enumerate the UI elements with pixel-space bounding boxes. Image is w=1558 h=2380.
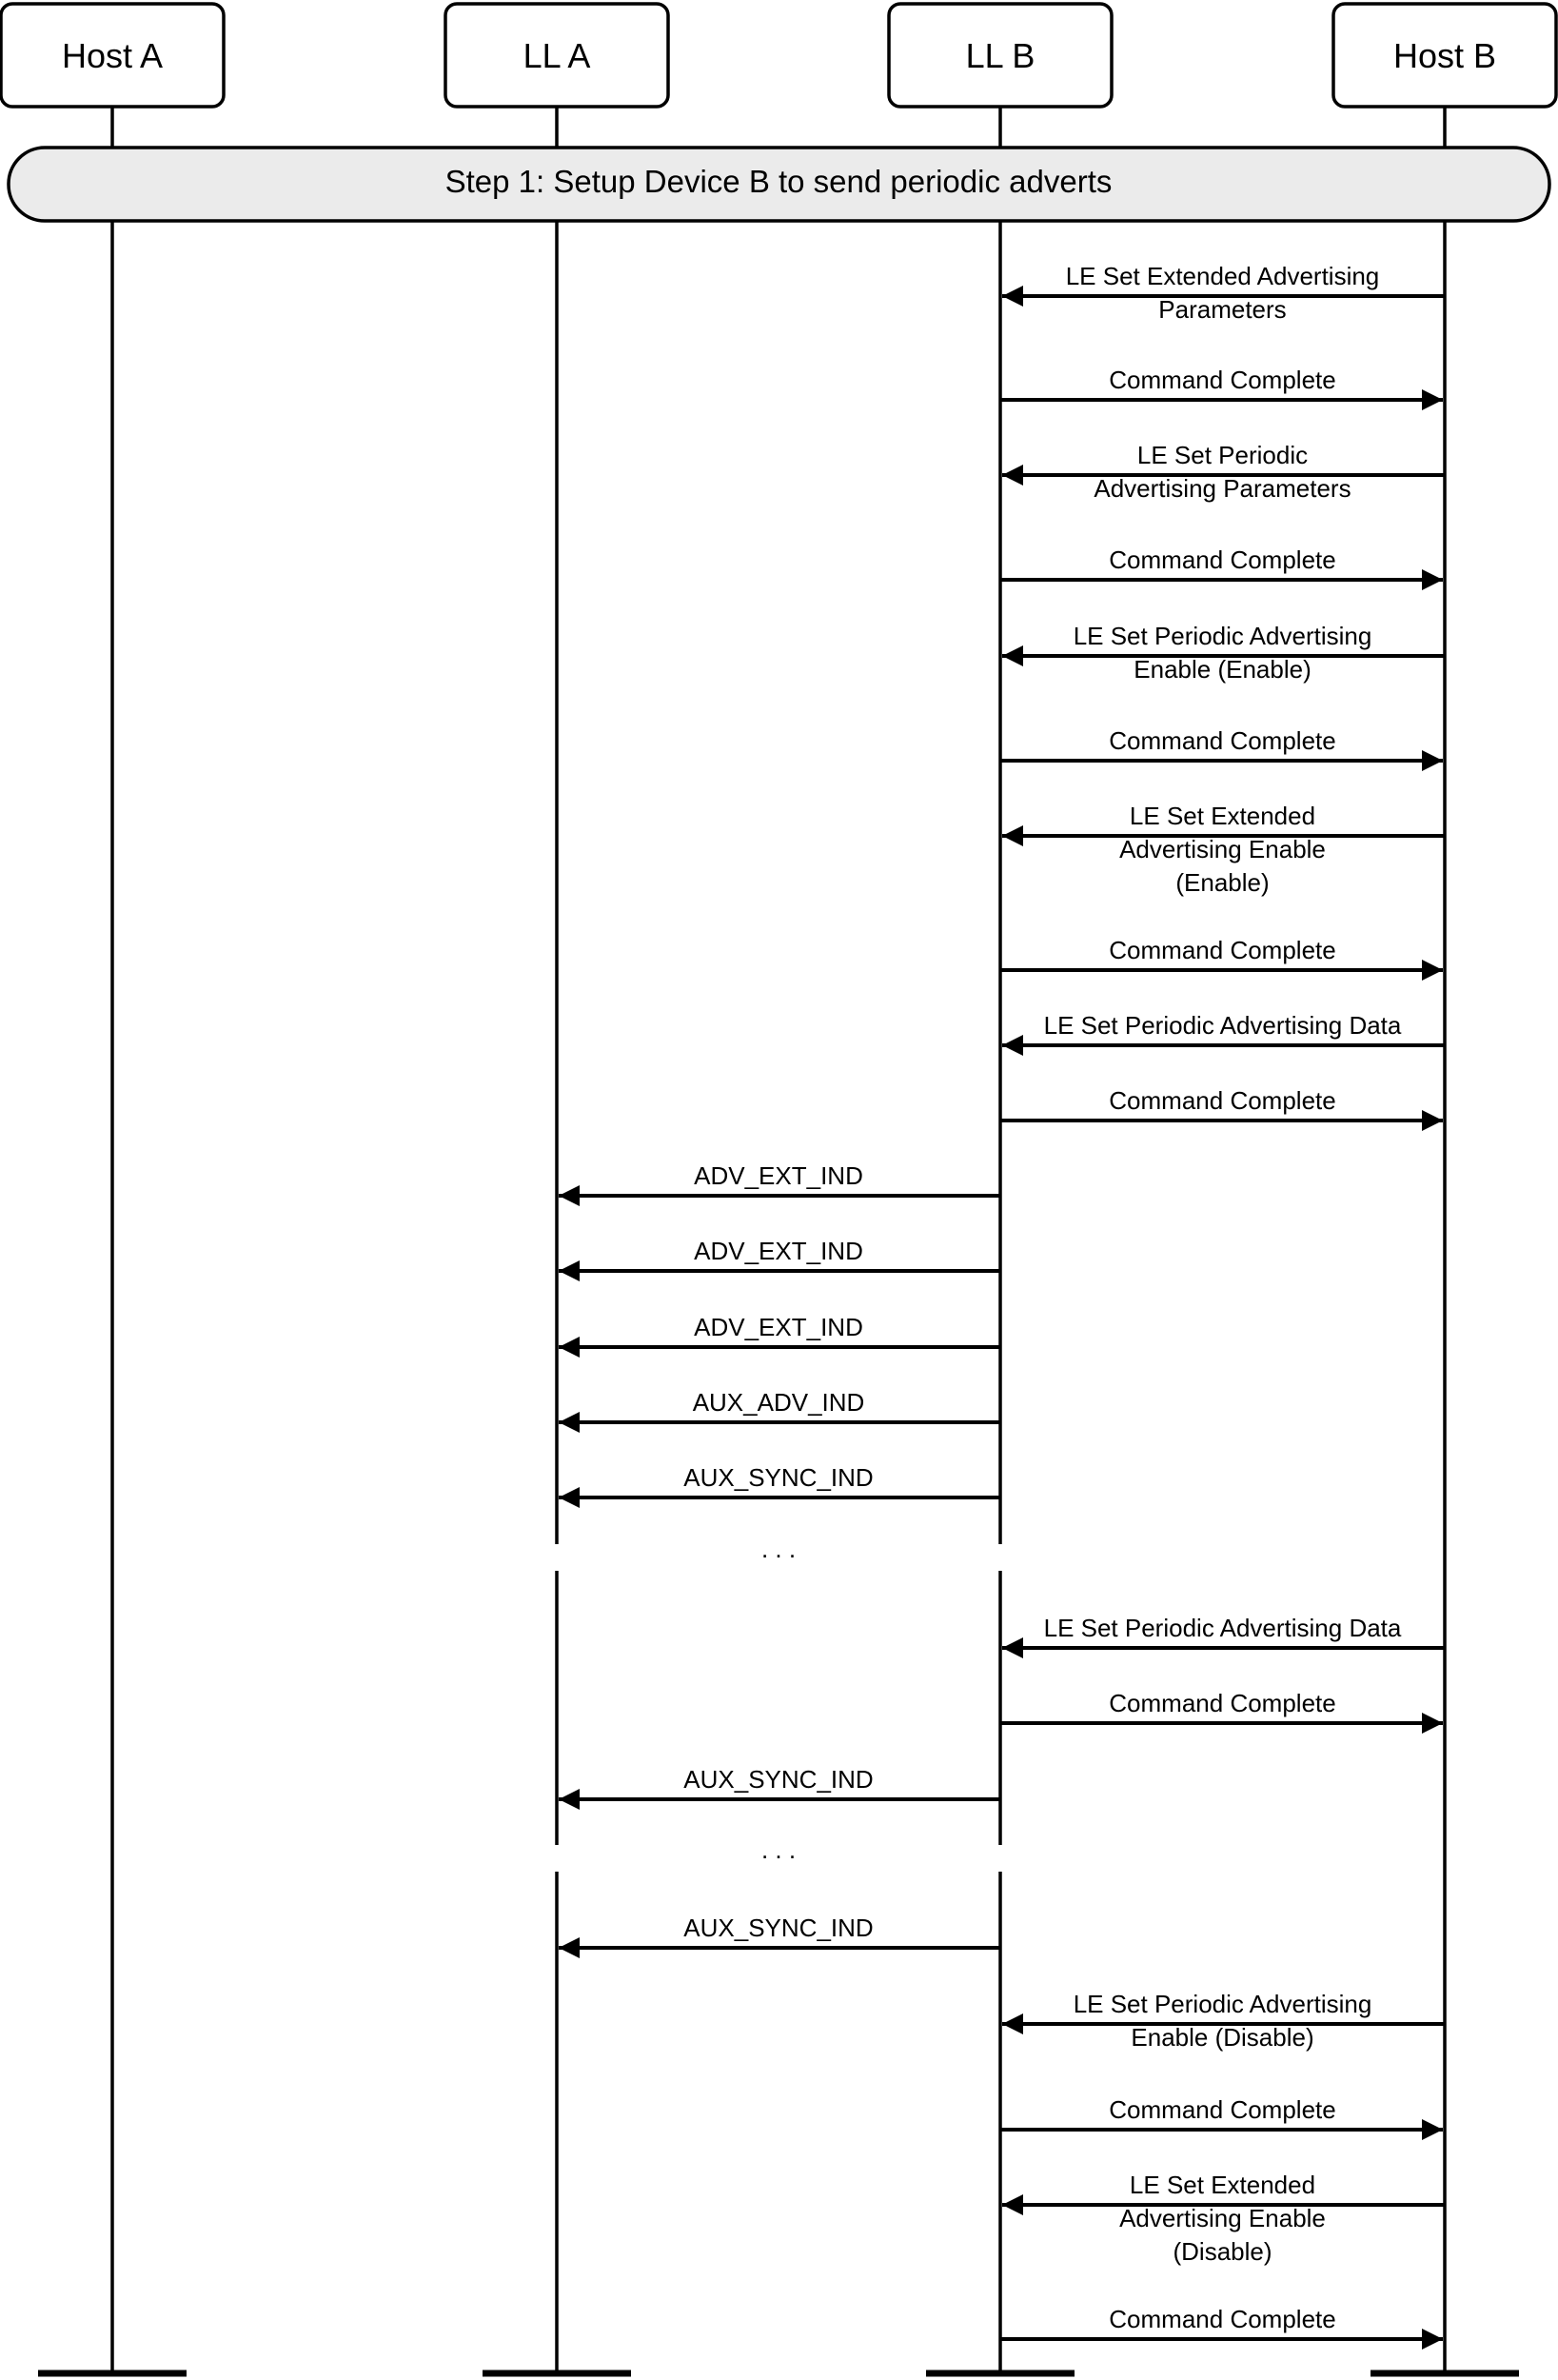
message-le-set-extended-advertising-enable-enable [1002,802,1445,897]
message-label: Command Complete [1109,545,1336,574]
message-command-complete [1000,936,1443,970]
message-label: Command Complete [1109,726,1336,755]
participant-label-ll-a: LL A [523,36,591,75]
message-label: Command Complete [1109,2305,1336,2333]
message-label: LE Set Extended Advertising [1065,262,1380,290]
message-label: Parameters [1158,295,1287,324]
message-label: LE Set Extended [1129,802,1316,830]
message-label: Enable (Enable) [1134,655,1311,684]
message-label: ADV_EXT_IND [694,1313,863,1341]
step-bar [9,148,1549,221]
message-command-complete [1000,1689,1443,1723]
participant-headers [1,4,1556,107]
participant-label-host-a: Host A [61,36,164,75]
message-label: ADV_EXT_IND [694,1237,863,1265]
message-aux-sync-ind [559,1765,1000,1799]
message-le-set-periodic-advertising-data [1002,1011,1445,1045]
message-label: Command Complete [1109,366,1336,394]
message-command-complete [1000,366,1443,400]
message-le-set-extended-advertising-parameters [1002,262,1445,324]
message-label: Command Complete [1109,1086,1336,1115]
message-le-set-periodic-advertising-parameters [1002,441,1445,503]
message-label: LE Set Periodic Advertising Data [1043,1011,1402,1040]
ellipsis-marker: . . . [760,1535,797,1563]
message-label: LE Set Extended [1129,2171,1316,2199]
message-command-complete [1000,2305,1443,2339]
message-le-set-periodic-advertising-data [1002,1614,1445,1648]
message-label: LE Set Periodic Advertising Data [1043,1614,1402,1642]
message-le-set-periodic-advertising-enable-disable [1002,1990,1445,2052]
message-label: LE Set Periodic Advertising [1073,622,1372,650]
message-label: Command Complete [1109,936,1336,964]
message-command-complete [1000,1086,1443,1121]
lifeline-gap [997,1544,1003,1571]
message-le-set-periodic-advertising-enable-enable [1002,622,1445,684]
message-label: AUX_SYNC_IND [683,1463,874,1492]
message-adv-ext-ind [559,1237,1000,1271]
message-label: AUX_SYNC_IND [683,1765,874,1794]
message-label: (Disable) [1173,2237,1272,2266]
message-label: Advertising Enable [1119,835,1326,863]
participant-label-host-b: Host B [1392,36,1497,75]
message-command-complete [1000,545,1443,580]
message-command-complete [1000,2095,1443,2130]
message-label: Enable (Disable) [1131,2023,1314,2052]
ellipsis-marker: . . . [760,1835,797,1864]
message-command-complete [1000,726,1443,761]
message-label: Advertising Enable [1119,2204,1326,2232]
message-label: (Enable) [1175,868,1270,897]
message-label: Command Complete [1109,2095,1336,2124]
lifeline-gap [997,1845,1003,1872]
participant-label-ll-b: LL B [965,36,1035,75]
message-label: Command Complete [1109,1689,1336,1717]
message-aux-sync-ind [559,1463,1000,1497]
lifeline-gap [554,1544,560,1571]
lifeline-gap [554,1845,560,1872]
message-adv-ext-ind [559,1313,1000,1347]
message-label: LE Set Periodic [1136,441,1309,469]
message-aux-sync-ind [559,1914,1000,1948]
message-adv-ext-ind [559,1161,1000,1196]
message-label: ADV_EXT_IND [694,1161,863,1190]
message-label: LE Set Periodic Advertising [1073,1990,1372,2018]
message-le-set-extended-advertising-enable-disable [1002,2171,1445,2266]
message-label: AUX_SYNC_IND [683,1914,874,1942]
message-label: AUX_ADV_IND [692,1388,865,1417]
step-label: Step 1: Setup Device B to send periodic adverts [444,164,1113,199]
message-aux-adv-ind [559,1388,1000,1422]
message-label: Advertising Parameters [1094,474,1351,503]
